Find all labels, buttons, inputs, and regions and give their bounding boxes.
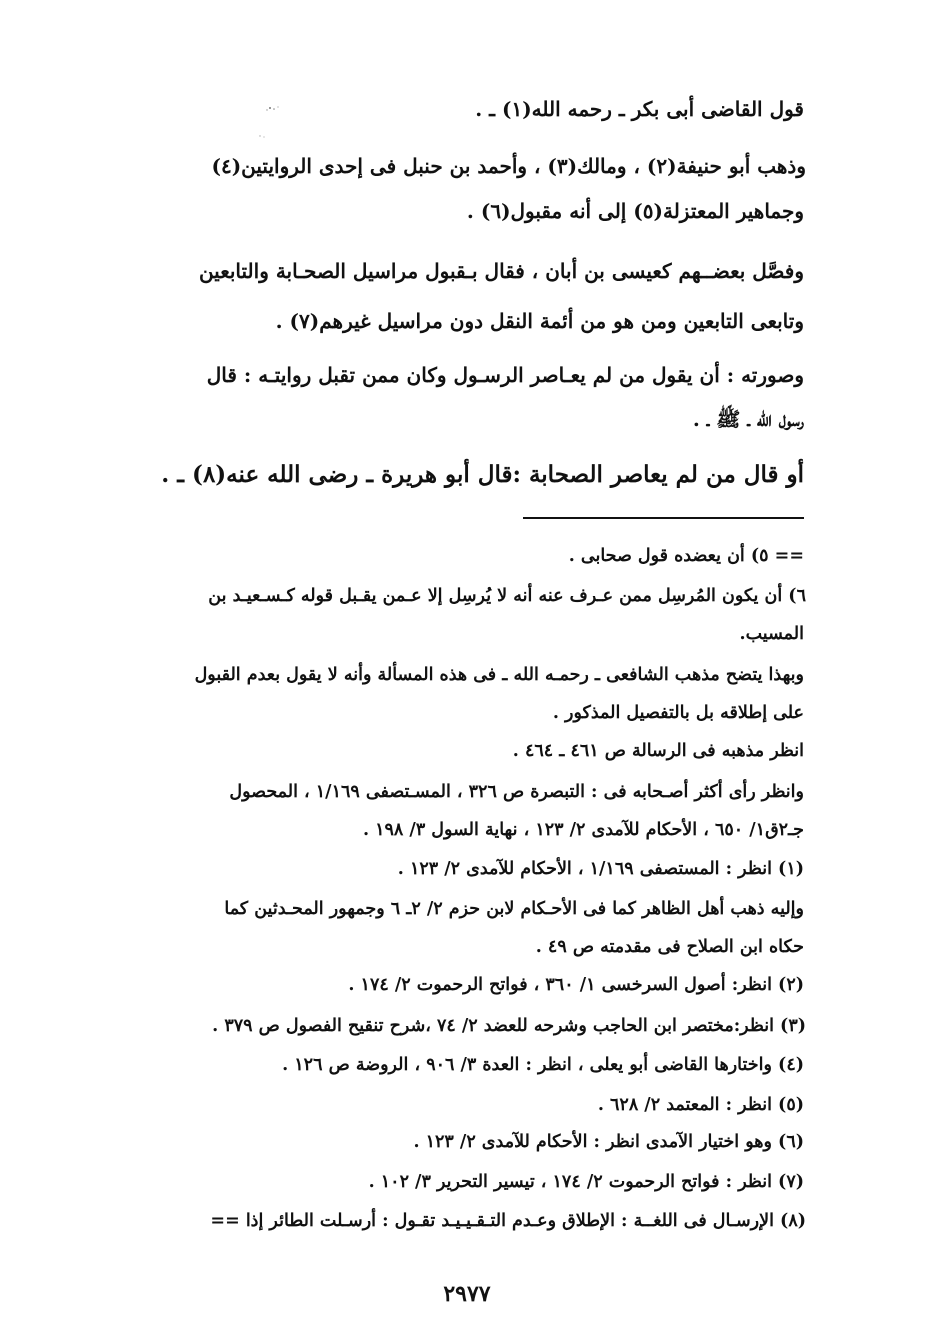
footnote-line-8: جـ٢ق١/ ٦٥٠ ، الأحكام للآمدى ٢/ ١٢٣ ، نهاية السول ٣/ ١٩٨ . [362,820,804,840]
footnote-line-13: (٣) انظر:مختصر ابن الحاجب وشرحه للعضد ٢/ ٧٤ ،شرح تنقيح الفصول ص ٣٧٩ . [212,1016,806,1036]
body-line-6: وصورته : أن يقول من لم يعـاصر الرسـول وكان ممن تقبل روايتـه : قال [206,363,804,387]
footnote-line-11: حكاه ابن الصلاح فى مقدمته ص ٤٩ . [535,937,804,957]
body-line-3: وجماهير المعتزلة(٥) إلى أنه مقبول(٦) . [466,199,804,223]
footnote-line-6: انظر مذهبه فى الرسالة ص ٤٦١ ـ ٤٦٤ . [512,741,804,761]
footnote-line-16: (٦) وهو اختيار الآمدى انظر : الأحكام للآمدى ٢/ ١٢٣ . [413,1132,804,1152]
scan-speck-mark [250,100,290,140]
footnote-line-12: (٢) انظر: أصول السرخسى ١/ ٣٦٠ ، فواتح الرحموت ٢/ ١٧٤ . [348,975,804,995]
body-line-8: أو قال من لم يعاصر الصحابة :قال أبو هريرة ـ رضى الله عنه(٨) ـ . [161,461,804,488]
footnote-line-17: (٧) انظر : فواتح الرحموت ٢/ ١٧٤ ، تيسير التحرير ٣/ ١٠٢ . [368,1172,804,1192]
footnote-line-10: وإليه ذهب أهل الظاهر كما فى الأحـكام لابن حزم ٢/ ٢ـ ٦ وجمهور المحـدثين كما [224,899,804,919]
body-line-4: وفصَّل بعضــهم كعيسى بن أبان ، فقال بـقبول مراسيل الصحـابة والتابعين [198,259,804,283]
footnote-separator [523,517,804,519]
footnote-line-1: == ٥) أن يعضده قول صحابى . [568,546,804,566]
footnote-line-5: على إطلاقه بل بالتفصيل المذكور . [552,703,804,723]
body-line-2: وذهب أبو حنيفة(٢) ، ومالك(٣) ، وأحمد بن حنبل فى إحدى الروايتين(٤) [211,154,806,178]
page-number: ٢٩٧٧ [443,1281,491,1307]
footnote-line-3: المسيب. [739,624,804,644]
footnote-line-2: ٦) أن يكون المُرسِل ممن عـرف عنه أنه لا يُرسِل إلا عـمن يقـبل قوله كـسـعيـد بن [208,586,806,606]
body-line-5: وتابعى التابعين ومن هو من أئمة النقل دون مراسيل غيرهم(٧) . [275,309,804,333]
footnote-line-18: (٨) الإرسـال فى اللغــة : الإطلاق وعـدم التـقـيـيـد تقـول : أرسـلت الطائر إذا == [210,1211,806,1231]
body-line-1: قول القاضى أبى بكر ـ رحمه الله(١) ـ . [475,97,804,121]
footnote-line-4: وبهذا يتضح مذهب الشافعى ـ رحمـه الله ـ فى هذه المسألة وأنه لا يقول بعدم القبول [194,665,804,685]
footnote-line-7: وانظر رأى أكثر أصـحابه فى : التبصرة ص ٣٢٦ ، المسـتصفى ١/١٦٩ ، المحصول [229,782,804,802]
body-line-7: رسول الله ـ ﷺ ـ . [692,407,804,431]
footnote-line-9: (١) انظر : المستصفى ١/١٦٩ ، الأحكام للآمدى ٢/ ١٢٣ . [397,859,804,879]
footnote-line-14: (٤) واختارها القاضى أبو يعلى ، انظر : العدة ٣/ ٩٠٦ ، الروضة ص ١٢٦ . [282,1055,804,1075]
footnote-line-15: (٥) انظر : المعتمد ٢/ ٦٢٨ . [597,1095,804,1115]
